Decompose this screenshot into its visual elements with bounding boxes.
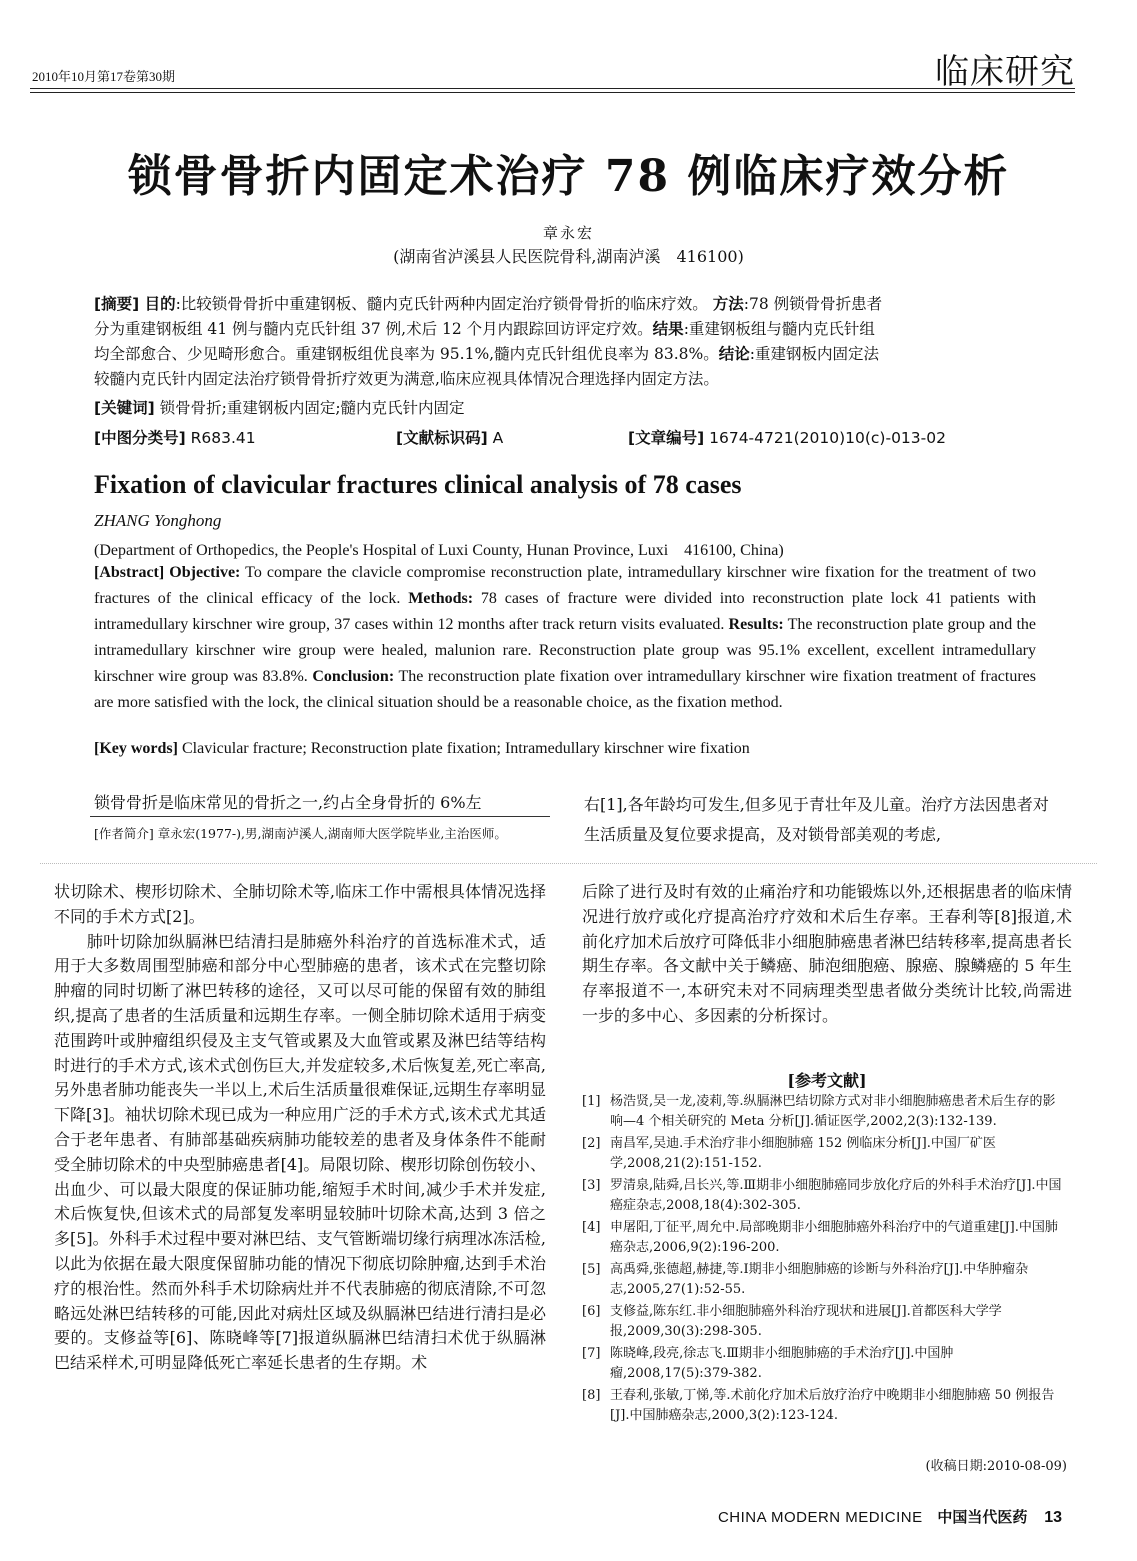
reference-item xyxy=(582,1218,1068,1258)
article-value: 1674-4721(2010)10(c)-013-02 xyxy=(709,429,946,447)
reference-item xyxy=(582,1260,1068,1300)
abstract-text: 均全部愈合、少见畸形愈合。重建钢板组优良率为 95.1%,髓内克氏针组优良率为 83.8%。 xyxy=(94,345,719,363)
reference-text: 支修益,陈东红.非小细胞肺癌外科治疗现状和进展[J].首都医科大学学报,2009,30(3):298-305. xyxy=(610,1304,1002,1339)
paper-title-en: Fixation of clavicular fractures clinical analysis of 78 cases xyxy=(94,470,742,499)
abstract-cn-line xyxy=(94,317,1044,341)
reference-number: [7] xyxy=(582,1346,601,1361)
reference-number: [3] xyxy=(582,1178,601,1193)
results-label-en: Results: xyxy=(728,616,784,633)
page-footer xyxy=(718,1506,1062,1527)
methods-label-en: Methods: xyxy=(408,590,474,607)
reference-item xyxy=(582,1176,1068,1216)
paper-title-cn: 锁骨骨折内固定术治疗 78 例临床疗效分析 xyxy=(127,151,1010,202)
received-date: (收稿日期:2010-08-09) xyxy=(925,1459,1067,1474)
issue-info: 2010年10月第17卷第30期 xyxy=(32,69,176,84)
abstract-en-label: [Abstract] xyxy=(94,564,165,581)
reference-number: [4] xyxy=(582,1220,601,1235)
keywords-en xyxy=(94,740,750,758)
objective-text: To compare the clavicle compromise reconstruction plate, intramedullary kirschner wire fixation for the treatment of two fractures of the clinical efficacy of the lock. xyxy=(94,564,1037,607)
conclusion-label: 结论 xyxy=(718,345,750,363)
body-paragraph: 后除了进行及时有效的止痛治疗和功能锻炼以外,还根据患者的临床情况进行放疗或化疗提高治疗疗效和术后生存率。王春利等[8]报道,术前化疗加术后放疗可降低非小细胞肺癌患者淋巴结转移率,提高患者长期生存率。各文献中关于鳞癌、肺泡细胞癌、腺癌、腺鳞癌的 5 年生存率报道不一,本研究未对不同病理类型患者做分类统计比较,尚需进一步的多中心、多因素的分析探讨。 xyxy=(582,882,1072,1025)
reference-item xyxy=(582,1302,1068,1342)
reference-text: 王春利,张敏,丁悌,等.术前化疗加术后放疗治疗中晚期非小细胞肺癌 50 例报告[J].中国肺癌杂志,2000,3(2):123-124. xyxy=(610,1388,1055,1423)
reference-text: 杨浩贤,吴一龙,凌莉,等.纵膈淋巴结切除方式对非小细胞肺癌患者术后生存的影响—4 个相关研究的 Meta 分析[J].循证医学,2002,2(3):132-139. xyxy=(610,1094,1056,1129)
abstract-text: :重建钢板组与髓内克氏针组 xyxy=(683,320,875,338)
header-rule xyxy=(30,88,1075,89)
abstract-cn-line xyxy=(94,367,1044,391)
reference-number: [2] xyxy=(582,1136,601,1151)
objective-label: Objective: xyxy=(169,564,241,581)
author-en: ZHANG Yonghong xyxy=(94,511,222,530)
author-note: [作者简介] 章永宏(1977-),男,湖南泸溪人,湖南师大医学院毕业,主治医师。 xyxy=(94,826,507,841)
reference-number: [8] xyxy=(582,1388,601,1403)
reference-text: 南昌军,吴迪.手术治疗非小细胞肺癌 152 例临床分析[J].中国厂矿医学,2008,21(2):151-152. xyxy=(610,1136,996,1171)
author-cn: 章永宏 xyxy=(542,224,594,242)
body-paragraph: 状切除术、楔形切除术、全肺切除术等,临床工作中需根具体情况选择不同的手术方式[2]。 xyxy=(54,882,546,926)
abstract-en xyxy=(94,560,1036,716)
abstract-text: :比较锁骨骨折中重建钢板、髓内克氏针两种内固定治疗锁骨骨折的临床疗效。 xyxy=(175,295,708,313)
abstract-cn-line xyxy=(94,292,1044,316)
doc-label: [文献标识码] xyxy=(396,429,488,447)
clc-value: R683.41 xyxy=(190,429,256,447)
reference-text: 申屠阳,丁征平,周允中.局部晚期非小细胞肺癌外科治疗中的气道重建[J].中国肺癌杂志,2006,9(2):196-200. xyxy=(610,1220,1058,1255)
methods-label: 方法 xyxy=(712,295,744,313)
body-column-right xyxy=(582,880,1072,1029)
clc-label: [中图分类号] xyxy=(94,429,186,447)
references-heading: [参考文献] xyxy=(787,1071,867,1090)
footnote-rule xyxy=(90,816,550,817)
abstract-text: 分为重建钢板组 41 例与髓内克氏针组 37 例,术后 12 个月内跟踪回访评定疗效。 xyxy=(94,320,653,338)
doc-value: A xyxy=(492,429,504,447)
keywords-en-label: [Key words] xyxy=(94,740,178,757)
reference-number: [1] xyxy=(582,1094,601,1109)
journal-name-en: CHINA MODERN MEDICINE xyxy=(717,1509,923,1526)
reference-number: [6] xyxy=(582,1304,601,1319)
article-label: [文章编号] xyxy=(628,429,705,447)
conclusion-text: The reconstruction plate fixation over intramedullary kirschner wire fixation treatment of fractures are more satisfied with the lock, the clinical situation should be a reasonable choice, as the fixation method. xyxy=(94,668,1037,711)
clc-number xyxy=(94,426,256,448)
results-label: 结果 xyxy=(652,320,684,338)
reference-text: 罗清泉,陆舜,吕长兴,等.Ⅲ期非小细胞肺癌同步放化疗后的外科手术治疗[J].中国癌症杂志,2008,18(4):302-305. xyxy=(610,1178,1062,1213)
body-column-left xyxy=(54,880,546,1376)
article-number xyxy=(628,426,946,448)
reference-number: [5] xyxy=(582,1262,601,1277)
reference-item xyxy=(582,1134,1068,1174)
keywords-text: 锁骨骨折;重建钢板内固定;髓内克氏针内固定 xyxy=(159,399,465,417)
reference-item xyxy=(582,1386,1068,1426)
document-code xyxy=(396,426,503,448)
results-text: The reconstruction plate group and the intramedullary kirschner wire group were healed, malunion rare. Reconstruction plate group was 95.1% excellent, excellent intramedullary kirschner wire group was 83.8%. xyxy=(94,616,1037,685)
keywords-en-text: Clavicular fracture; Reconstruction plate fixation; Intramedullary kirschner wire fixation xyxy=(181,740,750,757)
methods-text: 78 cases of fracture were divided into reconstruction plate lock 41 patients with intramedullary kirschner wire group, 37 cases within 12 months after track return visits evaluated. xyxy=(94,590,1036,633)
abstract-label: [摘要] 目的 xyxy=(94,295,176,313)
intro-paragraph-start: 锁骨骨折是临床常见的骨折之一,约占全身骨折的 6%左 xyxy=(94,793,482,812)
abstract-cn-line xyxy=(94,342,1044,366)
conclusion-label-en: Conclusion: xyxy=(312,668,395,685)
keywords-cn xyxy=(94,396,1044,420)
affiliation-en: (Department of Orthopedics, the People's Hospital of Luxi County, Hunan Province, Luxi 416100, China) xyxy=(94,542,784,559)
references-list xyxy=(582,1092,1068,1428)
section-label: 临床研究 xyxy=(935,52,1075,92)
intro-paragraph-continued: 右[1],各年龄均可发生,但多见于青壮年及儿童。治疗方法因患者对生活质量及复位要求提高，及对锁骨部美观的考虑, xyxy=(584,795,1049,844)
page-separator xyxy=(40,863,1097,864)
reference-text: 高禹舜,张德超,赫捷,等.Ⅰ期非小细胞肺癌的诊断与外科治疗[J].中华肿瘤杂志,2005,27(1):52-55. xyxy=(610,1262,1029,1297)
keywords-label: [关键词] xyxy=(94,399,155,417)
body-paragraph: 肺叶切除加纵膈淋巴结清扫是肺癌外科治疗的首选标准术式，适用于大多数周围型肺癌和部分中心型肺癌的患者，该术式在完整切除肿瘤的同时切断了淋巴转移的途径，又可以尽可能的保留有效的肺组织,提高了患者的生活质量和远期生存率。一侧全肺切除术适用于病变范围跨叶或肿瘤组织侵及主支气管或累及大血管或累及淋巴结等结构时进行的手术方式,该术式创伤巨大,并发症较多,术后恢复差,死亡率高,另外患者肺功能丧失一半以上,术后生活质量很难保证,远期生存率明显下降[3]。袖状切除术现已成为一种应用广泛的手术方式,该术式尤其适合于老年患者、有肺部基础疾病肺功能较差的患者及身体条件不能耐受全肺切除术的中央型肺癌患者[4]。局限切除、楔形切除创伤较小、出血少、可以最大限度的保证肺功能,缩短手术时间,减少手术并发症,术后恢复快,但该术式的局部复发率明显较肺叶切除术高,达到 3 倍之多[5]。外科手术过程中要对淋巴结、支气管断端切缘行病理冰冻活检,以此为依据在最大限度保留肺功能的情况下彻底切除肿瘤,达到手术治疗的根治性。然而外科手术切除病灶并不代表肺癌的彻底清除,不可忽略远处淋巴结转移的可能,因此对病灶区域及纵膈淋巴结进行清扫是必要的。支修益等[6]、陈晓峰等[7]报道纵膈淋巴结清扫术优于纵膈淋巴结采样术,可明显降低死亡率延长患者的生存期。术 xyxy=(54,931,546,1373)
abstract-text: 较髓内克氏针内固定法治疗锁骨骨折疗效更为满意,临床应视具体情况合理选择内固定方法。 xyxy=(94,370,719,388)
affiliation-cn: (湖南省泸溪县人民医院骨科,湖南泸溪 416100) xyxy=(393,247,744,266)
reference-item xyxy=(582,1344,1068,1384)
page-number: 13 xyxy=(1044,1509,1062,1526)
header-rule-thin xyxy=(30,92,1075,93)
reference-text: 陈晓峰,段亮,徐志飞.Ⅲ期非小细胞肺癌的手术治疗[J].中国肿瘤,2008,17(5):379-382. xyxy=(610,1346,954,1381)
reference-item xyxy=(582,1092,1068,1132)
abstract-text: :重建钢板内固定法 xyxy=(749,345,880,363)
abstract-text: :78 例锁骨骨折患者 xyxy=(743,295,883,313)
journal-name-cn: 中国当代医药 xyxy=(937,1508,1028,1526)
